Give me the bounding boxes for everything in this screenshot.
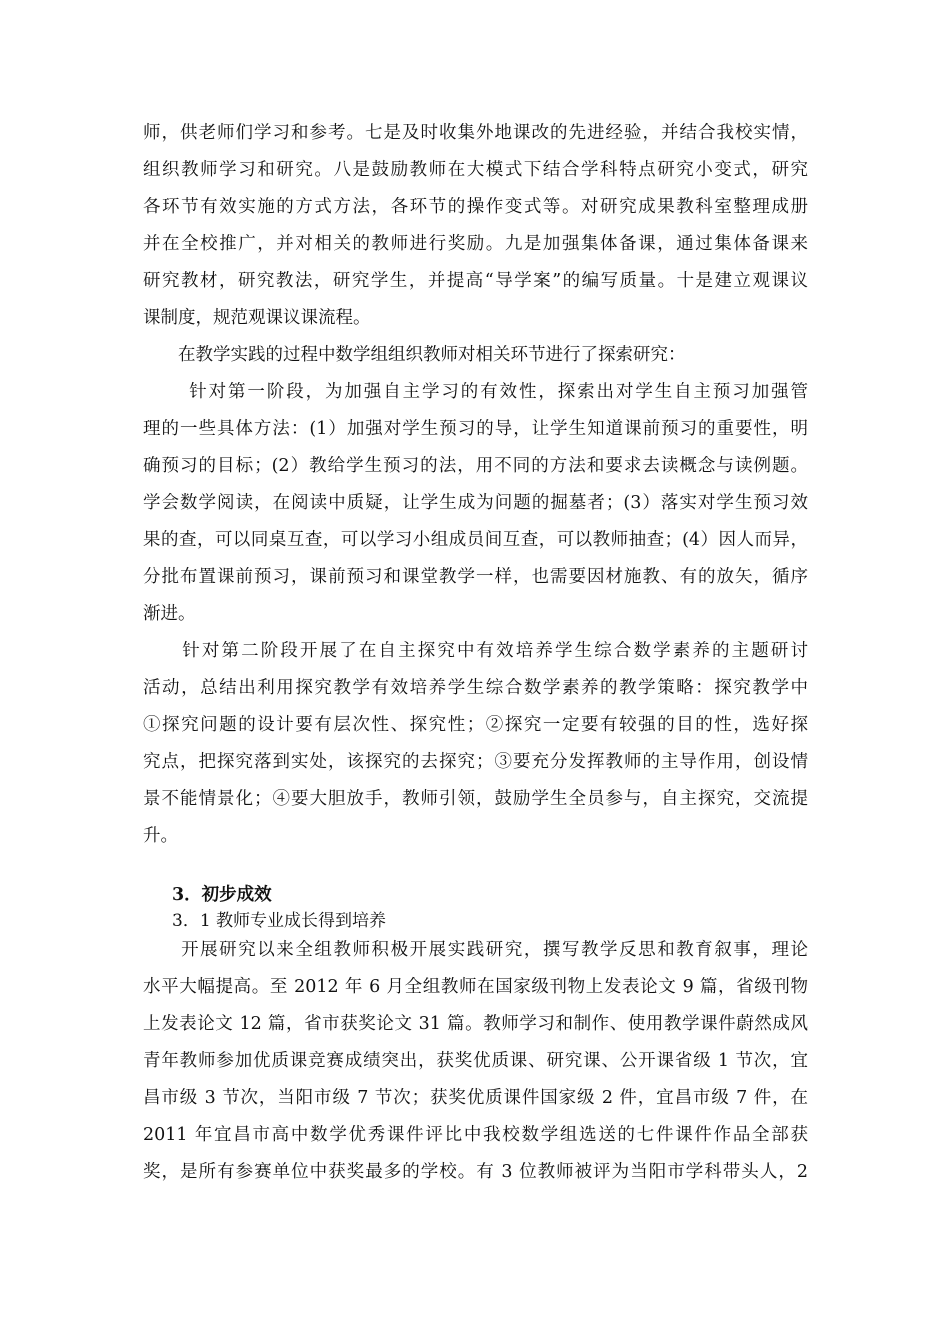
text-line: 升。 — [143, 826, 178, 846]
subsection-heading: 3．1 教师专业成长得到培养 — [172, 911, 387, 931]
text-line: 研究教材，研究教法，研究学生，并提高“导学案”的编写质量。十是建立观课议 — [143, 271, 808, 291]
text-line: 在教学实践的过程中数学组组织教师对相关环节进行了探索研究： — [143, 345, 686, 365]
section-heading: 3．初步成效 — [172, 885, 272, 905]
text-line: 针对第一阶段，为加强自主学习的有效性，探索出对学生自主预习加强管 — [143, 382, 808, 402]
text-line: 各环节有效实施的方式方法，各环节的操作变式等。对研究成果教科室整理成册 — [143, 197, 808, 217]
text-line: 理的一些具体方法：(1）加强对学生预习的导，让学生知道课前预习的重要性，明 — [143, 419, 808, 439]
text-line: 组织教师学习和研究。八是鼓励教师在大模式下结合学科特点研究小变式，研究 — [143, 160, 808, 180]
text-line: 奖，是所有参赛单位中获奖最多的学校。有 3 位教师被评为当阳市学科带头人，2 — [143, 1162, 808, 1182]
text-line: 确预习的目标；(2）教给学生预习的法，用不同的方法和要求去读概念与读例题。 — [143, 456, 808, 476]
text-line: 分批布置课前预习，课前预习和课堂教学一样，也需要因材施教、有的放矢，循序 — [143, 567, 808, 587]
text-line: 水平大幅提高。至 2012 年 6 月全组教师在国家级刊物上发表论文 9 篇，省级刊物 — [143, 977, 808, 997]
text-line: 果的查，可以同桌互查，可以学习小组成员间互查，可以教师抽查；(4）因人而异， — [143, 530, 808, 550]
text-line: 课制度，规范观课议课流程。 — [143, 308, 371, 328]
text-line: 开展研究以来全组教师积极开展实践研究，撰写教学反思和教育叙事，理论 — [143, 940, 808, 960]
text-line: 并在全校推广，并对相关的教师进行奖励。九是加强集体备课，通过集体备课来 — [143, 234, 808, 254]
text-line: 昌市级 3 节次，当阳市级 7 节次；获奖优质课件国家级 2 件，宜昌市级 7 件，在 — [143, 1088, 808, 1108]
text-line: 活动，总结出利用探究教学有效培养学生综合数学素养的教学策略：探究教学中 — [143, 678, 808, 698]
text-line: 景不能情景化；④要大胆放手，教师引领，鼓励学生全员参与，自主探究，交流提 — [143, 789, 808, 809]
text-line: ①探究问题的设计要有层次性、探究性；②探究一定要有较强的目的性，选好探 — [143, 715, 808, 735]
text-line: 学会数学阅读，在阅读中质疑，让学生成为问题的掘墓者；(3）落实对学生预习效 — [143, 493, 808, 513]
text-line: 师，供老师们学习和参考。七是及时收集外地课改的先进经验，并结合我校实情， — [143, 123, 808, 143]
text-line: 针对第二阶段开展了在自主探究中有效培养学生综合数学素养的主题研讨 — [143, 641, 808, 661]
text-line: 渐进。 — [143, 604, 196, 624]
text-line: 2011 年宜昌市高中数学优秀课件评比中我校数学组选送的七件课件作品全部获 — [143, 1125, 808, 1145]
text-line: 上发表论文 12 篇，省市获奖论文 31 篇。教师学习和制作、使用教学课件蔚然成风 — [143, 1014, 808, 1034]
text-line: 究点，把探究落到实处，该探究的去探究；③要充分发挥教师的主导作用，创设情 — [143, 752, 808, 772]
text-line: 青年教师参加优质课竞赛成绩突出，获奖优质课、研究课、公开课省级 1 节次，宜 — [143, 1051, 808, 1071]
